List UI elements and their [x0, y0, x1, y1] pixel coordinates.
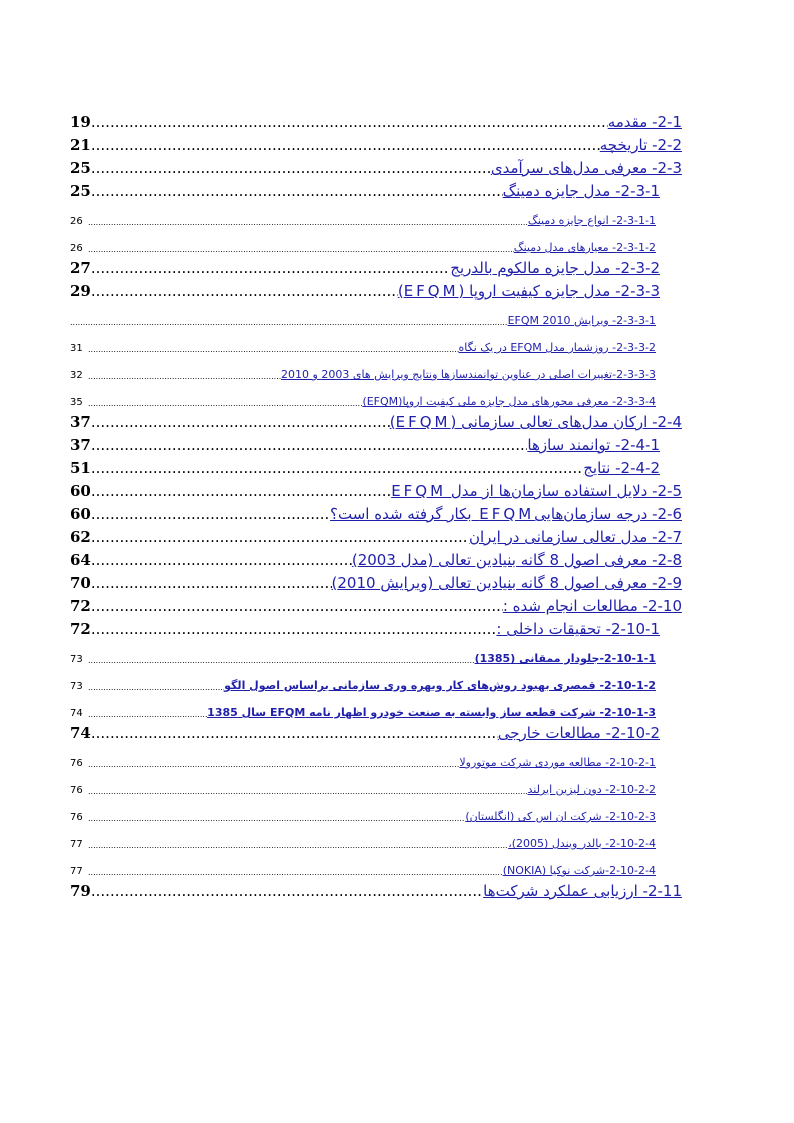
toc-link[interactable]: 2-4- ارکان مدل‌های تعالی سازمانی (EFQM): [389, 413, 682, 431]
toc-page-number: 37: [70, 413, 91, 431]
toc-entry[interactable]: [70, 454, 682, 477]
toc-entry[interactable]: [70, 665, 682, 692]
toc-link[interactable]: 2-10-1-3- شرکت قطعه ساز وابسته به صنعت خودرو اظهار نامه EFQM سال 1385: [207, 706, 656, 719]
toc-leader: [91, 136, 600, 154]
toc-entry[interactable]: [70, 615, 682, 638]
toc-page-number: 76: [70, 758, 83, 769]
toc-link[interactable]: 2-10-2- مطالعات خارجی: [497, 724, 660, 742]
toc-leader: [91, 724, 498, 742]
toc-leader: [91, 282, 398, 300]
toc-link[interactable]: 2-3-1-2- معیارهای مدل دمینگ: [513, 241, 656, 254]
toc-link[interactable]: 2-10-2-4-شرکت نوکیا (NOKIA): [502, 864, 656, 877]
toc-link[interactable]: 2-3-3- مدل جایزه کیفیت اروپا (EFQM): [397, 282, 660, 300]
toc-entry[interactable]: [70, 638, 682, 665]
toc-link[interactable]: 2-10-2-4- بالدر ویندل (2005)،: [508, 837, 656, 850]
toc-entry[interactable]: [70, 177, 682, 200]
toc-page-number: 74: [70, 708, 83, 719]
toc-link[interactable]: 2-3-1- مدل جایزه دمینگ: [502, 182, 660, 200]
toc-link[interactable]: 2-5- دلایل استفاده سازمان‌ها از مدل EFQM: [391, 482, 682, 500]
toc-leader: [88, 399, 362, 408]
toc-leader: [91, 597, 503, 615]
toc-page-number: 26: [70, 216, 83, 227]
toc-link[interactable]: 2-3-2- مدل جایزه مالکوم بالدریج: [450, 259, 660, 277]
toc-leader: [91, 528, 469, 546]
toc-link[interactable]: 2-4-1- توانمند سازها: [527, 436, 660, 454]
toc-page-number: 72: [70, 620, 91, 638]
toc-page-number: 37: [70, 436, 91, 454]
toc-leader: [91, 882, 483, 900]
toc-leader: [88, 245, 514, 254]
toc-entry[interactable]: [70, 381, 682, 408]
toc-entry[interactable]: [70, 431, 682, 454]
toc-entry[interactable]: [70, 569, 682, 592]
toc-link[interactable]: 2-10-2-2- دون لیزین ایرلند: [527, 783, 656, 796]
toc-page-number: 60: [70, 482, 91, 500]
toc-link[interactable]: 2-11- ارزیابی عملکرد شرکت‌ها: [483, 882, 682, 900]
toc-leader: [91, 459, 583, 477]
toc-entry[interactable]: [70, 108, 682, 131]
toc-leader: [88, 710, 207, 719]
toc-entry[interactable]: [70, 592, 682, 615]
toc-leader: [88, 760, 459, 769]
toc-page-number: 51: [70, 459, 91, 477]
toc-entry[interactable]: [70, 796, 682, 823]
toc-leader: [91, 574, 332, 592]
toc-leader: [91, 113, 608, 131]
toc-link[interactable]: 2-3-1-1- انواع جایزه دمینگ: [527, 214, 656, 227]
toc-link[interactable]: 2-3-3-2- روزشمار مدل EFQM در یک نگاه: [458, 341, 656, 354]
toc-entry[interactable]: [70, 742, 682, 769]
toc-page-number: 70: [70, 574, 91, 592]
toc-leader: [91, 620, 497, 638]
toc-leader: [88, 372, 281, 381]
toc-link[interactable]: 2-10-1-2- قمصری بهبود روش‌های کار وبهره وری سازمانی براساس اصول الگو: [224, 679, 656, 692]
toc-entry[interactable]: [70, 254, 682, 277]
toc-link[interactable]: 2-10-2-1- مطالعه موردی شرکت موتورولا: [459, 756, 656, 769]
toc-leader: [91, 505, 330, 523]
toc-page-number: 64: [70, 551, 91, 569]
toc-leader: [91, 436, 528, 454]
toc-link[interactable]: 2-10-1- تحقیقات داخلی :: [496, 620, 660, 638]
toc-link[interactable]: 2-9- معرفی اصول 8 گانه بنیادین تعالی (ویرایش 2010): [331, 574, 682, 592]
toc-page-number: 76: [70, 785, 83, 796]
toc-entry[interactable]: [70, 131, 682, 154]
toc-page-number: 27: [70, 259, 91, 277]
toc-leader: [91, 482, 391, 500]
toc-page-number: 76: [70, 812, 83, 823]
toc-entry[interactable]: [70, 227, 682, 254]
toc-entry[interactable]: [70, 719, 682, 742]
toc-link[interactable]: 2-3-3-3-تغییرات اصلی در عناوین توانمندسازها ونتایج ویرایش های 2003 و 2010: [281, 368, 656, 381]
toc-entry[interactable]: [70, 300, 682, 327]
toc-leader: [88, 683, 224, 692]
toc-link[interactable]: 2-3-3-4- معرفی محورهای مدل جایزه ملی کیفیت اروپا(EFQM): [362, 395, 656, 408]
toc-leader: [88, 345, 459, 354]
toc-page-number: 29: [70, 282, 91, 300]
toc-link[interactable]: 2-7- مدل تعالی سازمانی در ایران: [468, 528, 682, 546]
toc-link[interactable]: 2-2- تاریخچه: [599, 136, 682, 154]
toc-entry[interactable]: [70, 477, 682, 500]
toc-page-number: 77: [70, 866, 83, 877]
toc-entry[interactable]: [70, 877, 682, 900]
toc-page-number: 19: [70, 113, 91, 131]
toc-link[interactable]: 2-10- مطالعات انجام شده :: [502, 597, 682, 615]
toc-entry[interactable]: [70, 823, 682, 850]
toc-page-number: 77: [70, 839, 83, 850]
toc-link[interactable]: 2-8- معرفی اصول 8 گانه بنیادین تعالی (مدل 2003): [351, 551, 682, 569]
toc-entry[interactable]: [70, 327, 682, 354]
toc-entry[interactable]: [70, 546, 682, 569]
toc-entry[interactable]: [70, 523, 682, 546]
toc-link[interactable]: 2-6- درجه سازمان‌هاییEFQM بکار گرفته شده است؟: [330, 505, 682, 523]
toc-link[interactable]: 2-4-2- نتایج: [583, 459, 660, 477]
toc-leader: [91, 259, 450, 277]
toc-entry[interactable]: [70, 408, 682, 431]
toc-page-number: 60: [70, 505, 91, 523]
toc-entry[interactable]: [70, 154, 682, 177]
toc-page-number: 31: [70, 343, 83, 354]
toc-page-number: 25: [70, 159, 91, 177]
toc-leader: [88, 814, 465, 823]
toc-page-number: 25: [70, 182, 91, 200]
toc-page-number: 79: [70, 882, 91, 900]
toc-entry[interactable]: [70, 500, 682, 523]
toc-link[interactable]: 2-1- مقدمه: [607, 113, 682, 131]
toc-page-number: 35: [70, 397, 83, 408]
toc-entry[interactable]: [70, 200, 682, 227]
toc-page-number: 72: [70, 597, 91, 615]
toc-leader: [88, 218, 528, 227]
toc-page-number: 26: [70, 243, 83, 254]
toc-entry[interactable]: [70, 850, 682, 877]
toc-link[interactable]: 2-3-3-1- ویرایش 2010 EFQM: [507, 314, 656, 327]
toc-entry[interactable]: [70, 277, 682, 300]
toc-leader: [91, 413, 390, 431]
toc-entry[interactable]: [70, 354, 682, 381]
toc-link[interactable]: 2-10-1-1-جلودار ممقانی (1385): [474, 652, 656, 665]
toc-entry[interactable]: [70, 769, 682, 796]
toc-leader: [91, 182, 503, 200]
toc-page-number: 62: [70, 528, 91, 546]
toc-leader: [88, 656, 475, 665]
toc-leader: [88, 787, 528, 796]
toc-page-number: 32: [70, 370, 83, 381]
table-of-contents: [70, 108, 682, 900]
toc-leader: [91, 159, 491, 177]
toc-link[interactable]: 2-10-2-3- شرکت ان اس کی (انگلستان): [465, 810, 656, 823]
toc-link[interactable]: 2-3- معرفی مدل‌های سرآمدی: [490, 159, 682, 177]
toc-leader: [88, 868, 503, 877]
toc-leader: [88, 841, 508, 850]
toc-leader: [91, 551, 352, 569]
toc-page-number: 74: [70, 724, 91, 742]
toc-page-number: 21: [70, 136, 91, 154]
toc-page-number: 73: [70, 681, 83, 692]
toc-leader: [70, 318, 508, 327]
toc-entry[interactable]: [70, 692, 682, 719]
toc-page-number: 73: [70, 654, 83, 665]
